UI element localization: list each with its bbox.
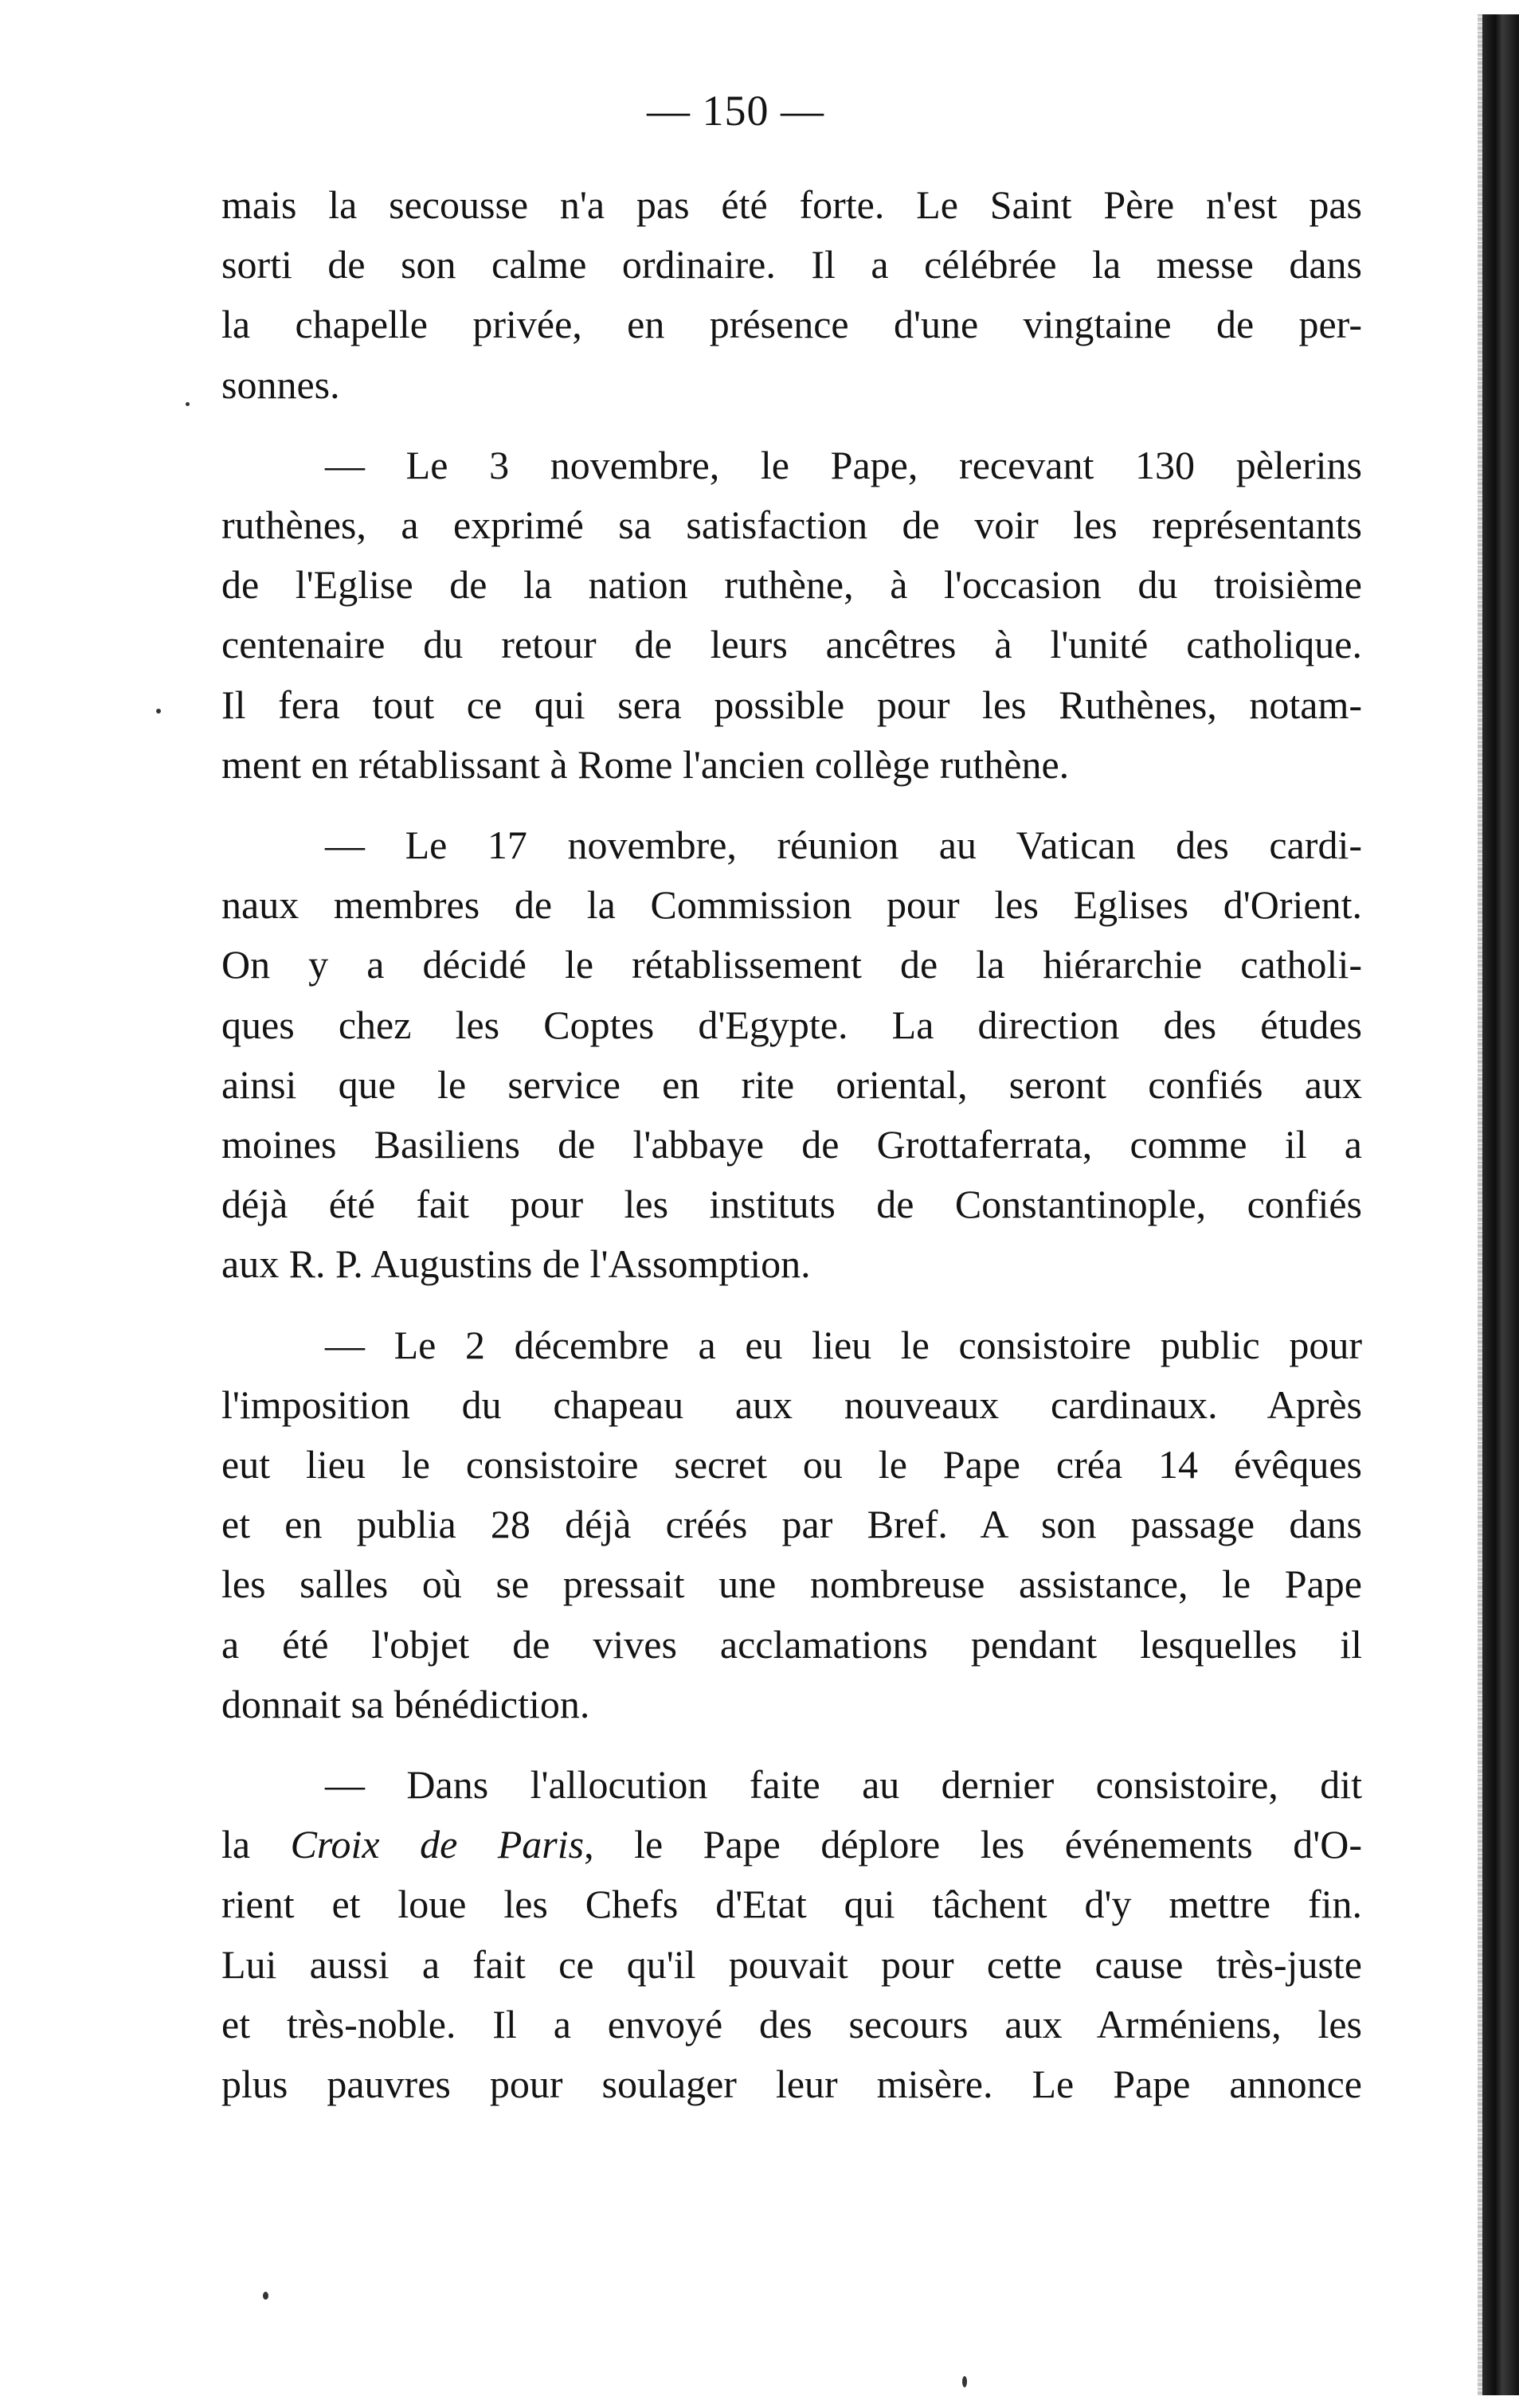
print-speck: [962, 2376, 967, 2387]
print-speck: [263, 2292, 268, 2300]
text-line: sonnes.: [221, 362, 340, 407]
publication-title: Croix de Paris: [290, 1822, 585, 1867]
paragraph-1: [221, 175, 1362, 415]
text-line: moines Basiliens de l'abbaye de Grottaferrata, comme il a: [221, 1122, 1362, 1167]
text-line: centenaire du retour de leurs ancêtres à l'unité catholique.: [221, 622, 1362, 667]
text-line: naux membres de la Commission pour les Eglises d'Orient.: [221, 882, 1362, 928]
text-line: — Le 17 novembre, réunion au Vatican des cardi-: [325, 823, 1362, 868]
text-line: sorti de son calme ordinaire. Il a célébrée la messe dans: [221, 242, 1362, 287]
text-line: aux R. P. Augustins de l'Assomption.: [221, 1241, 811, 1287]
text-line: de l'Eglise de la nation ruthène, à l'occasion du troisième: [221, 562, 1362, 608]
text-line: la chapelle privée, en présence d'une vingtaine de per-: [221, 302, 1362, 347]
text-fragment: la: [221, 1822, 291, 1867]
text-line: — Le 3 novembre, le Pape, recevant 130 pèlerins: [325, 442, 1362, 487]
text-line: ment en rétablissant à Rome l'ancien collège ruthène.: [221, 741, 1070, 787]
text-line: — Le 2 décembre a eu lieu le consistoire public pour: [325, 1322, 1362, 1367]
text-line: a été l'objet de vives acclamations pendant lesquelles il: [221, 1621, 1362, 1667]
text-line: ques chez les Coptes d'Egypte. La direction des études: [221, 1002, 1362, 1047]
text-line: déjà été fait pour les instituts de Constantinople, confiés: [221, 1182, 1362, 1227]
book-binding-edge: [1482, 14, 1519, 2395]
text-line: — Dans l'allocution faite au dernier consistoire, dit: [325, 1762, 1362, 1808]
text-line: Lui aussi a fait ce qu'il pouvait pour cette cause très-juste: [221, 1941, 1362, 1987]
text-line: et en publia 28 déjà créés par Bref. A son passage dans: [221, 1502, 1362, 1547]
print-speck: [186, 402, 190, 406]
text-line: ruthènes, a exprimé sa satisfaction de voir les représentants: [221, 502, 1362, 548]
print-speck: [156, 709, 161, 713]
paragraph-5: [221, 1755, 1362, 2114]
text-line: plus pauvres pour soulager leur misère. Le Pape annonce: [221, 2062, 1362, 2107]
text-line: rient et loue les Chefs d'Etat qui tâchent d'y mettre fin.: [221, 1882, 1362, 1927]
text-line: et très-noble. Il a envoyé des secours aux Arméniens, les: [221, 2001, 1362, 2046]
text-line: mais la secousse n'a pas été forte. Le Saint Père n'est pas: [221, 182, 1362, 227]
body-text: [221, 175, 1362, 2114]
paragraph-3: [221, 815, 1362, 1295]
text-line: l'imposition du chapeau aux nouveaux cardinaux. Après: [221, 1382, 1362, 1427]
page-number: — 150 —: [647, 87, 824, 135]
text-line: les salles où se pressait une nombreuse assistance, le Pape: [221, 1562, 1362, 1607]
paragraph-4: [221, 1315, 1362, 1734]
text-line: ainsi que le service en rite oriental, seront confiés aux: [221, 1061, 1362, 1107]
text-line: eut lieu le consistoire secret ou le Pape créa 14 évêques: [221, 1442, 1362, 1487]
text-line: donnait sa bénédiction.: [221, 1681, 590, 1726]
text-line: [221, 1815, 1362, 1874]
paragraph-2: [221, 436, 1362, 795]
text-line: On y a décidé le rétablissement de la hiérarchie catholi-: [221, 942, 1362, 987]
text-line: Il fera tout ce qui sera possible pour les Ruthènes, notam-: [221, 682, 1362, 727]
text-fragment: , le Pape déplore les événements d'O-: [584, 1822, 1362, 1867]
